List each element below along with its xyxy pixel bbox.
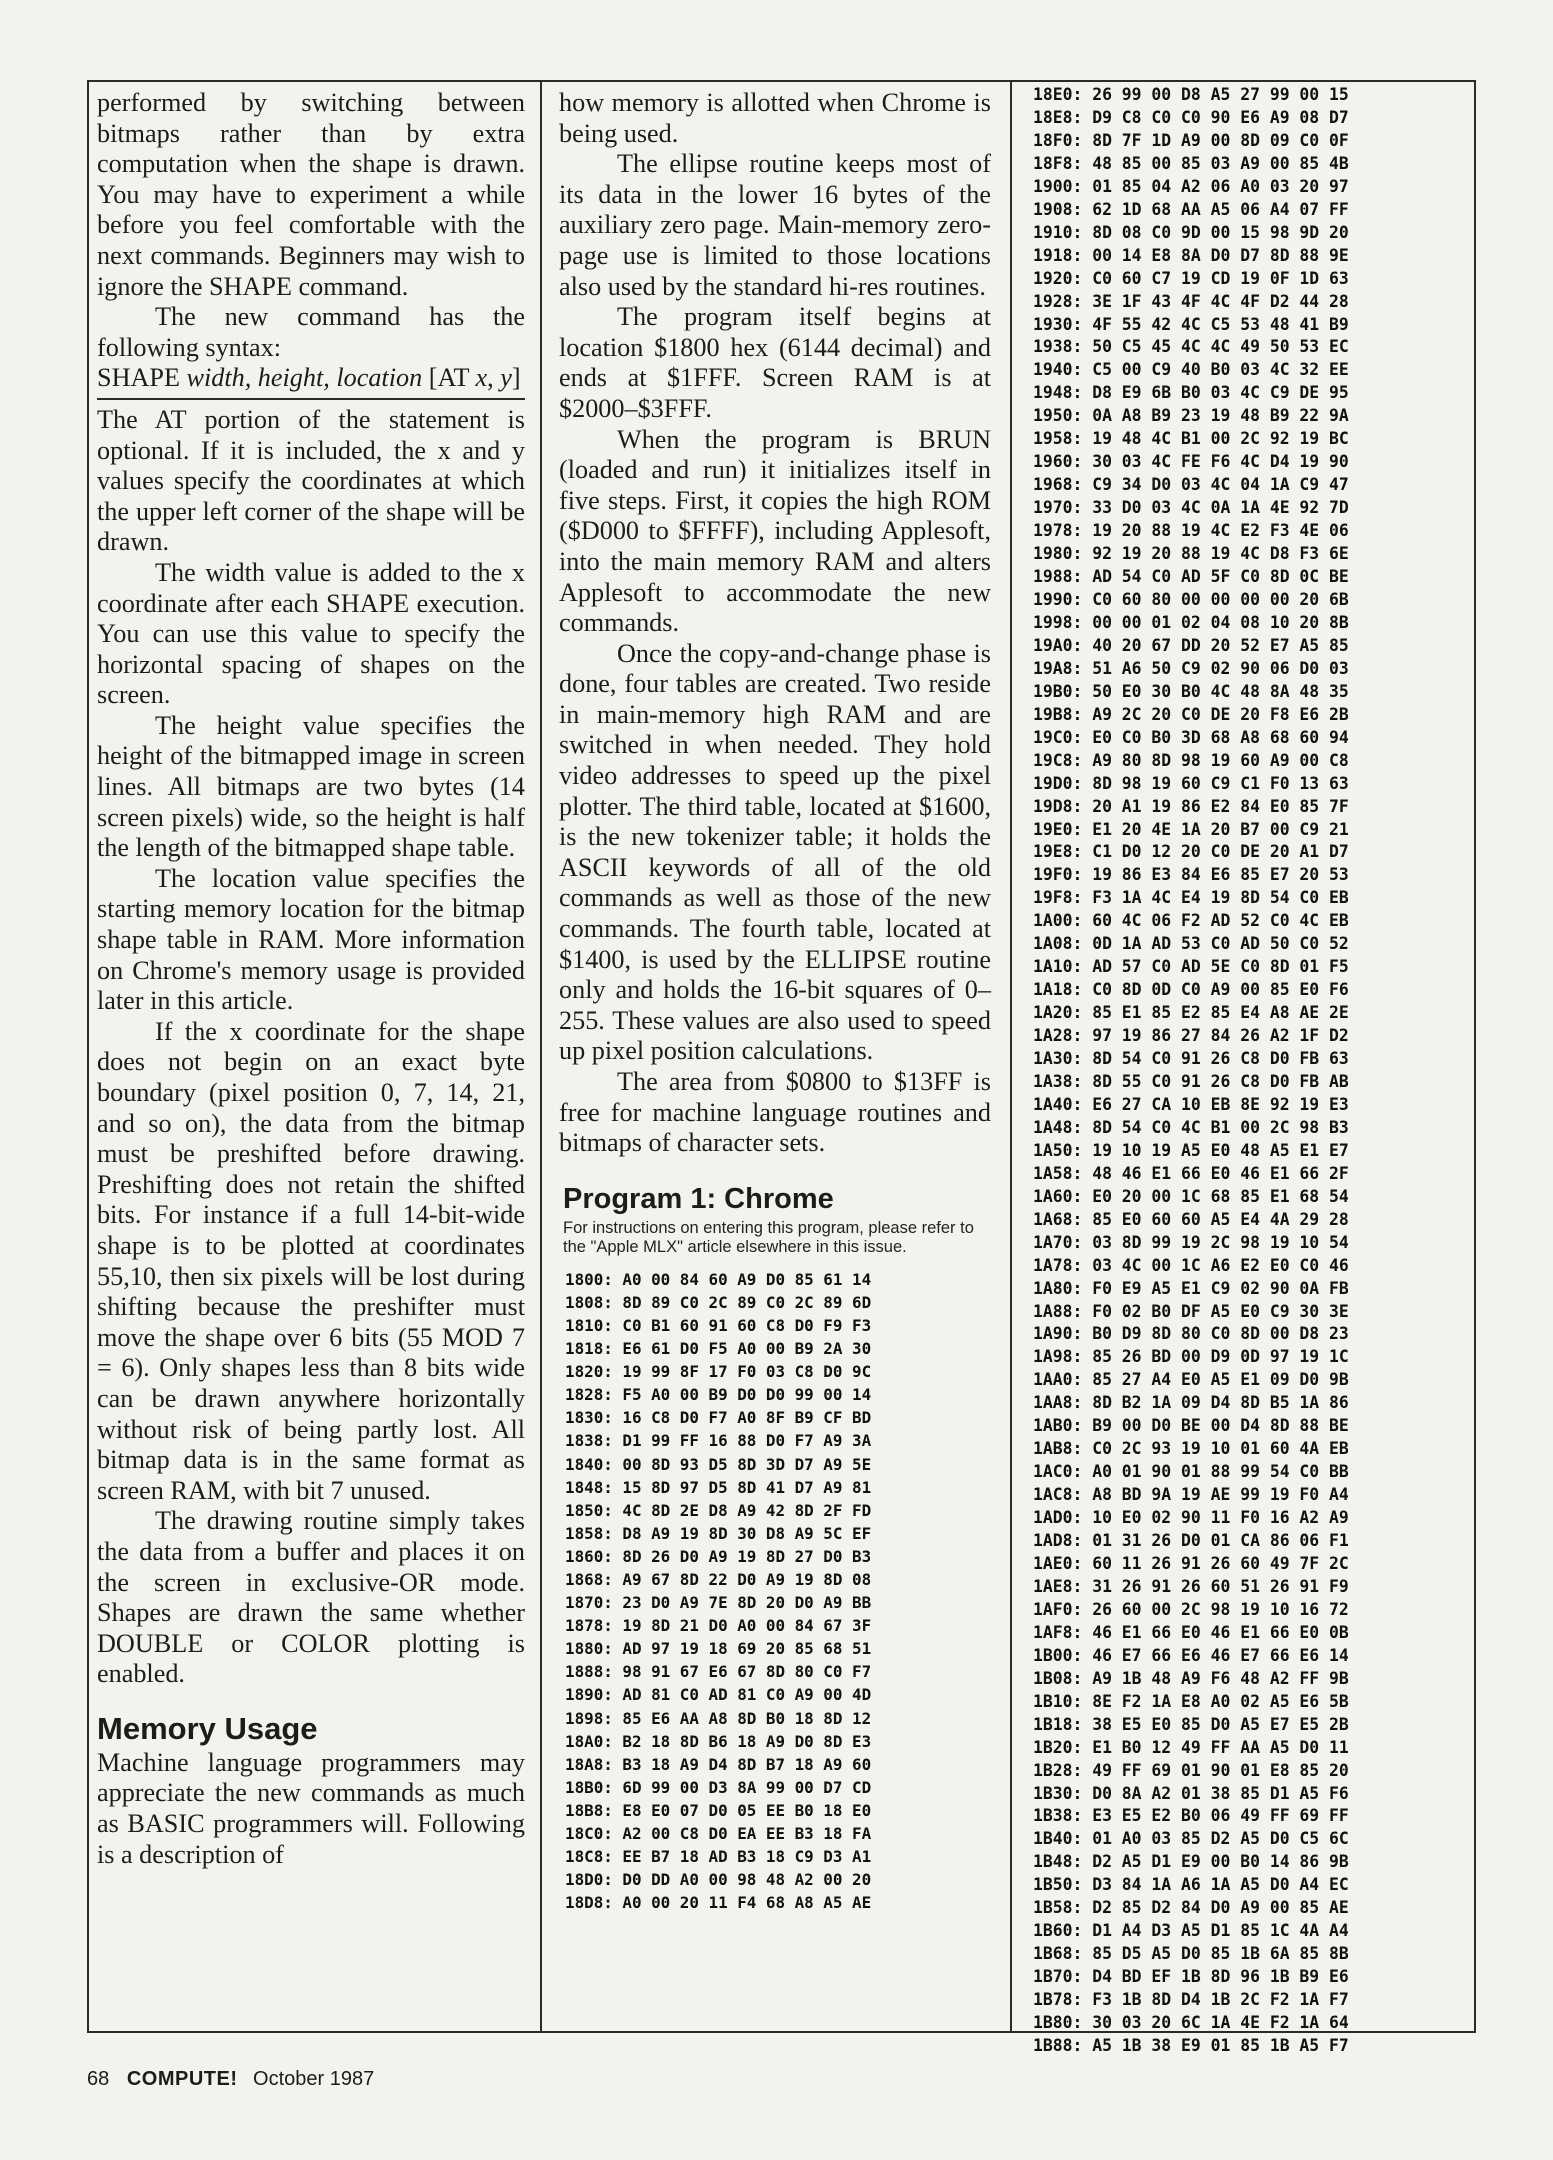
listing-line: 19A0: 40 20 67 DD 20 52 E7 A5 85 <box>1033 635 1349 655</box>
listing-line: 19E0: E1 20 4E 1A 20 B7 00 C9 21 <box>1033 819 1349 839</box>
listing-line: 1948: D8 E9 6B B0 03 4C C9 DE 95 <box>1033 383 1349 403</box>
listing-line: 1800: A0 00 84 60 A9 D0 85 61 14 <box>565 1269 872 1289</box>
listing-line: 19F0: 19 86 E3 84 E6 85 E7 20 53 <box>1033 865 1349 885</box>
listing-line: 1B00: 46 E7 66 E6 46 E7 66 E6 14 <box>1033 1645 1349 1665</box>
paragraph: how memory is allotted when Chrome is being used. <box>559 88 991 148</box>
listing-line: 19D8: 20 A1 19 86 E2 84 E0 85 7F <box>1033 796 1349 816</box>
paragraph: The AT portion of the statement is optional. If it is included, the x and y values specify the coordinates at which the upper left corner of the shape will be drawn. <box>97 404 525 557</box>
listing-line: 1B20: E1 B0 12 49 FF AA A5 D0 11 <box>1033 1737 1349 1757</box>
listing-line: 18A0: B2 18 8D B6 18 A9 D0 8D E3 <box>565 1731 872 1751</box>
listing-line: 18B8: E8 E0 07 D0 05 EE B0 18 E0 <box>565 1800 872 1820</box>
listing-line: 19B0: 50 E0 30 B0 4C 48 8A 48 35 <box>1033 681 1349 701</box>
listing-line: 1988: AD 54 C0 AD 5F C0 8D 0C BE <box>1033 567 1349 587</box>
listing-line: 1938: 50 C5 45 4C 4C 49 50 53 EC <box>1033 337 1349 357</box>
listing-line: 19A8: 51 A6 50 C9 02 90 06 D0 03 <box>1033 658 1349 678</box>
paragraph: When the program is BRUN (loaded and run) it initializes itself in five steps. First, it copies the high ROM ($D000 to $FFFF), including Applesoft, into the main memory RAM and alters Applesoft to accommodate the new commands. <box>559 424 991 638</box>
listing-line: 1A98: 85 26 BD 00 D9 0D 97 19 1C <box>1033 1347 1349 1367</box>
listing-line: 1B18: 38 E5 E0 85 D0 A5 E7 E5 2B <box>1033 1714 1349 1734</box>
program-listing <box>565 1268 991 1915</box>
listing-line: 1A90: B0 D9 8D 80 C0 8D 00 D8 23 <box>1033 1324 1349 1344</box>
listing-line: 18D8: A0 00 20 11 F4 68 A8 A5 AE <box>565 1893 872 1913</box>
program-note: For instructions on entering this program, please refer to the "Apple MLX" article elsewhere in this issue. <box>563 1218 974 1257</box>
listing-line: 1A88: F0 02 B0 DF A5 E0 C9 30 3E <box>1033 1301 1349 1321</box>
listing-line: 1980: 92 19 20 88 19 4C D8 F3 6E <box>1033 544 1349 564</box>
paragraph: The program itself begins at location $1800 hex (6144 decimal) and ends at $1FFF. Screen RAM is at $2000–$3FFF. <box>559 302 991 423</box>
listing-line: 1B48: D2 A5 D1 E9 00 B0 14 86 9B <box>1033 1852 1349 1872</box>
column-divider-2 <box>1010 80 1012 2033</box>
paragraph: The new command has the following syntax: <box>97 302 525 362</box>
listing-line: 1968: C9 34 D0 03 4C 04 1A C9 47 <box>1033 475 1349 495</box>
listing-line: 1B38: E3 E5 E2 B0 06 49 FF 69 FF <box>1033 1806 1349 1826</box>
listing-line: 1998: 00 00 01 02 04 08 10 20 8B <box>1033 612 1349 632</box>
listing-line: 1970: 33 D0 03 4C 0A 1A 4E 92 7D <box>1033 498 1349 518</box>
listing-line: 1B28: 49 FF 69 01 90 01 E8 85 20 <box>1033 1760 1349 1780</box>
listing-line: 19E8: C1 D0 12 20 C0 DE 20 A1 D7 <box>1033 842 1349 862</box>
listing-line: 1A48: 8D 54 C0 4C B1 00 2C 98 B3 <box>1033 1117 1349 1137</box>
listing-line: 1848: 15 8D 97 D5 8D 41 D7 A9 81 <box>565 1477 872 1497</box>
listing-line: 1920: C0 60 C7 19 CD 19 0F 1D 63 <box>1033 268 1349 288</box>
listing-line: 1B08: A9 1B 48 A9 F6 48 A2 FF 9B <box>1033 1668 1349 1688</box>
paragraph: The height value specifies the height of the bitmapped image in screen lines. All bitmaps are two bytes (14 screen pixels) wide, so the height is half the length of the bitmapped shape table. <box>97 710 525 863</box>
listing-line: 1900: 01 85 04 A2 06 A0 03 20 97 <box>1033 176 1349 196</box>
divider <box>97 398 525 400</box>
listing-line: 1840: 00 8D 93 D5 8D 3D D7 A9 5E <box>565 1454 872 1474</box>
listing-line: 1908: 62 1D 68 AA A5 06 A4 07 FF <box>1033 199 1349 219</box>
listing-line: 1818: E6 61 D0 F5 A0 00 B9 2A 30 <box>565 1339 872 1359</box>
listing-line: 1B30: D0 8A A2 01 38 85 D1 A5 F6 <box>1033 1783 1349 1803</box>
listing-line: 19C8: A9 80 8D 98 19 60 A9 00 C8 <box>1033 750 1349 770</box>
listing-line: 1B50: D3 84 1A A6 1A A5 D0 A4 EC <box>1033 1875 1349 1895</box>
listing-line: 1A70: 03 8D 99 19 2C 98 19 10 54 <box>1033 1232 1349 1252</box>
listing-line: 18B0: 6D 99 00 D3 8A 99 00 D7 CD <box>565 1777 872 1797</box>
paragraph: Once the copy-and-change phase is done, four tables are created. Two reside in main-memory high RAM and are switched in when needed. They hold video addresses to speed up the pixel plotter. The third table, located at $1600, is the new tokenizer table; it holds the ASCII keywords of all of the old commands as well as those of the new commands. The fourth table, located at $1400, is used by the ELLIPSE routine only and holds the 16-bit squares of 0–255. These values are also used to speed up pixel position calculations. <box>559 638 991 1066</box>
listing-line: 1870: 23 D0 A9 7E 8D 20 D0 A9 BB <box>565 1593 872 1613</box>
magazine-name: COMPUTE! <box>126 2068 238 2090</box>
listing-line: 19D0: 8D 98 19 60 C9 C1 F0 13 63 <box>1033 773 1349 793</box>
listing-line: 1A40: E6 27 CA 10 EB 8E 92 19 E3 <box>1033 1094 1349 1114</box>
listing-line: 1978: 19 20 88 19 4C E2 F3 4E 06 <box>1033 521 1349 541</box>
listing-line: 18C0: A2 00 C8 D0 EA EE B3 18 FA <box>565 1824 872 1844</box>
listing-line: 1990: C0 60 80 00 00 00 00 20 6B <box>1033 589 1349 609</box>
listing-line: 1B60: D1 A4 D3 A5 D1 85 1C 4A A4 <box>1033 1921 1349 1941</box>
listing-line: 1B68: 85 D5 A5 D0 85 1B 6A 85 8B <box>1033 1944 1349 1964</box>
listing-line: 1AF0: 26 60 00 2C 98 19 10 16 72 <box>1033 1599 1349 1619</box>
listing-line: 1A20: 85 E1 85 E2 85 E4 A8 AE 2E <box>1033 1003 1349 1023</box>
listing-line: 1898: 85 E6 AA A8 8D B0 18 8D 12 <box>565 1708 872 1728</box>
column-divider-1 <box>540 80 542 2033</box>
listing-line: 18E8: D9 C8 C0 C0 90 E6 A9 08 D7 <box>1033 107 1349 127</box>
section-heading: Memory Usage <box>97 1710 318 1746</box>
listing-line: 1858: D8 A9 19 8D 30 D8 A9 5C EF <box>565 1523 872 1543</box>
listing-line: 1A08: 0D 1A AD 53 C0 AD 50 C0 52 <box>1033 934 1349 954</box>
listing-line: 1AC8: A8 BD 9A 19 AE 99 19 F0 A4 <box>1033 1485 1349 1505</box>
listing-line: 1A80: F0 E9 A5 E1 C9 02 90 0A FB <box>1033 1278 1349 1298</box>
listing-line: 1880: AD 97 19 18 69 20 85 68 51 <box>565 1639 872 1659</box>
paragraph: Machine language programmers may appreciate the new commands as much as BASIC programmers will. Following is a description of <box>97 1747 525 1869</box>
listing-line: 1828: F5 A0 00 B9 D0 D0 99 00 14 <box>565 1385 872 1405</box>
listing-line: 1810: C0 B1 60 91 60 C8 D0 F9 F3 <box>565 1315 872 1335</box>
listing-line: 1B78: F3 1B 8D D4 1B 2C F2 1A F7 <box>1033 1990 1349 2010</box>
program-title: Program 1: Chrome <box>563 1182 834 1215</box>
listing-line: 19C0: E0 C0 B0 3D 68 A8 68 60 94 <box>1033 727 1349 747</box>
listing-line: 1A50: 19 10 19 A5 E0 48 A5 E1 E7 <box>1033 1140 1349 1160</box>
listing-line: 1AE8: 31 26 91 26 60 51 26 91 F9 <box>1033 1576 1349 1596</box>
listing-line: 1A58: 48 46 E1 66 E0 46 E1 66 2F <box>1033 1163 1349 1183</box>
listing-line: 1B10: 8E F2 1A E8 A0 02 A5 E6 5B <box>1033 1691 1349 1711</box>
page-number: 68 <box>87 2068 110 2090</box>
syntax-line: SHAPE width, height, location [AT x, y] <box>97 363 521 393</box>
listing-line: 1850: 4C 8D 2E D8 A9 42 8D 2F FD <box>565 1500 872 1520</box>
listing-line: 1A30: 8D 54 C0 91 26 C8 D0 FB 63 <box>1033 1049 1349 1069</box>
paragraph: The width value is added to the x coordinate after each SHAPE execution. You can use this value to specify the horizontal spacing of shapes on the screen. <box>97 557 525 710</box>
listing-line: 1A38: 8D 55 C0 91 26 C8 D0 FB AB <box>1033 1071 1349 1091</box>
listing-line: 1A00: 60 4C 06 F2 AD 52 C0 4C EB <box>1033 911 1349 931</box>
listing-line: 1888: 98 91 67 E6 67 8D 80 C0 F7 <box>565 1662 872 1682</box>
listing-line: 1AE0: 60 11 26 91 26 60 49 7F 2C <box>1033 1554 1349 1573</box>
listing-line: 1960: 30 03 4C FE F6 4C D4 19 90 <box>1033 452 1349 472</box>
column-1 <box>97 88 525 2028</box>
listing-line: 1AD8: 01 31 26 D0 01 CA 86 06 F1 <box>1033 1531 1349 1551</box>
page-footer <box>87 2068 374 2091</box>
listing-line: 1AA8: 8D B2 1A 09 D4 8D B5 1A 86 <box>1033 1393 1349 1413</box>
listing-line: 1B70: D4 BD EF 1B 8D 96 1B B9 E6 <box>1033 1967 1349 1987</box>
issue-date: October 1987 <box>253 2068 375 2090</box>
listing-line: 1A78: 03 4C 00 1C A6 E2 E0 C0 46 <box>1033 1255 1349 1275</box>
listing-line: 1940: C5 00 C9 40 B0 03 4C 32 EE <box>1033 360 1349 380</box>
listing-line: 1910: 8D 08 C0 9D 00 15 98 9D 20 <box>1033 222 1349 242</box>
listing-line: 1928: 3E 1F 43 4F 4C 4F D2 44 28 <box>1033 291 1349 311</box>
listing-line: 18A8: B3 18 A9 D4 8D B7 18 A9 60 <box>565 1754 872 1774</box>
paragraph: The area from $0800 to $13FF is free for machine language routines and bitmaps of character sets. <box>559 1067 991 1158</box>
program-listing <box>1033 84 1470 2058</box>
listing-line: 19F8: F3 1A 4C E4 19 8D 54 C0 EB <box>1033 888 1349 908</box>
listing-line: 1B88: A5 1B 38 E9 01 85 1B A5 F7 <box>1033 2036 1349 2056</box>
listing-line: 1B40: 01 A0 03 85 D2 A5 D0 C5 6C <box>1033 1829 1349 1849</box>
listing-line: 1B80: 30 03 20 6C 1A 4E F2 1A 64 <box>1033 2013 1349 2033</box>
paragraph: The location value specifies the starting memory location for the bitmap shape table in RAM. More information on Chrome's memory usage is provided later in this article. <box>97 863 525 1016</box>
column-2 <box>559 88 991 2028</box>
listing-line: 18F0: 8D 7F 1D A9 00 8D 09 C0 0F <box>1033 130 1349 150</box>
listing-line: 1878: 19 8D 21 D0 A0 00 84 67 3F <box>565 1616 872 1636</box>
listing-line: 1A28: 97 19 86 27 84 26 A2 1F D2 <box>1033 1026 1349 1046</box>
listing-line: 1B58: D2 85 D2 84 D0 A9 00 85 AE <box>1033 1898 1349 1918</box>
listing-line: 1AD0: 10 E0 02 90 11 F0 16 A2 A9 <box>1033 1508 1349 1528</box>
column-3 <box>1029 84 1470 2056</box>
listing-line: 18F8: 48 85 00 85 03 A9 00 85 4B <box>1033 153 1349 173</box>
paragraph: The ellipse routine keeps most of its data in the lower 16 bytes of the auxiliary zero page. Main-memory zero-page use is limited to those locations also used by the standard hi-res routines. <box>559 149 991 301</box>
listing-line: 1838: D1 99 FF 16 88 D0 F7 A9 3A <box>565 1431 872 1451</box>
listing-line: 1AA0: 85 27 A4 E0 A5 E1 09 D0 9B <box>1033 1370 1349 1390</box>
listing-line: 1820: 19 99 8F 17 F0 03 C8 D0 9C <box>565 1362 872 1382</box>
listing-line: 1A60: E0 20 00 1C 68 85 E1 68 54 <box>1033 1186 1349 1206</box>
paragraph: If the x coordinate for the shape does not begin on an exact byte boundary (pixel position 0, 7, 14, 21, and so on), the data from the bitmap must be preshifted before drawing. Preshifting does not retain the shifted bits. For instance if a full 14-bit-wide shape is to be plotted at coordinates 55,10, then six pixels will be lost during shifting because the preshifter must move the shape over 6 bits (55 MOD 7 = 6). Only shapes less than 8 bits wide can be drawn anywhere horizontally without risk of being partly lost. All bitmap data is in the same format as screen RAM, with bit 7 unused. <box>97 1016 525 1505</box>
listing-line: 1808: 8D 89 C0 2C 89 C0 2C 89 6D <box>565 1292 872 1312</box>
listing-line: 18C8: EE B7 18 AD B3 18 C9 D3 A1 <box>565 1847 872 1867</box>
listing-line: 1AC0: A0 01 90 01 88 99 54 C0 BB <box>1033 1462 1349 1482</box>
listing-line: 1AF8: 46 E1 66 E0 46 E1 66 E0 0B <box>1033 1622 1349 1642</box>
listing-line: 1A68: 85 E0 60 60 A5 E4 4A 29 28 <box>1033 1209 1349 1229</box>
listing-line: 1890: AD 81 C0 AD 81 C0 A9 00 4D <box>565 1685 872 1705</box>
listing-line: 18E0: 26 99 00 D8 A5 27 99 00 15 <box>1033 85 1349 104</box>
listing-line: 1950: 0A A8 B9 23 19 48 B9 22 9A <box>1033 406 1349 426</box>
listing-line: 1918: 00 14 E8 8A D0 D7 8D 88 9E <box>1033 245 1349 265</box>
listing-line: 1830: 16 C8 D0 F7 A0 8F B9 CF BD <box>565 1408 872 1428</box>
listing-line: 1930: 4F 55 42 4C C5 53 48 41 B9 <box>1033 314 1349 334</box>
paragraph: The drawing routine simply takes the data from a buffer and places it on the screen in exclusive-OR mode. Shapes are drawn the same whether DOUBLE or COLOR plotting is enabled. <box>97 1506 525 1689</box>
listing-line: 1868: A9 67 8D 22 D0 A9 19 8D 08 <box>565 1570 872 1589</box>
listing-line: 1AB0: B9 00 D0 BE 00 D4 8D 88 BE <box>1033 1416 1349 1436</box>
listing-line: 1958: 19 48 4C B1 00 2C 92 19 BC <box>1033 429 1349 449</box>
listing-line: 18D0: D0 DD A0 00 98 48 A2 00 20 <box>565 1870 872 1890</box>
listing-line: 1A10: AD 57 C0 AD 5E C0 8D 01 F5 <box>1033 957 1349 977</box>
paragraph: performed by switching between bitmaps rather than by extra computation when the shape is drawn. You may have to experiment a while before you feel comfortable with the next commands. Beginners may wish to ignore the SHAPE command. <box>97 88 525 301</box>
listing-line: 1860: 8D 26 D0 A9 19 8D 27 D0 B3 <box>565 1546 872 1566</box>
listing-line: 1AB8: C0 2C 93 19 10 01 60 4A EB <box>1033 1439 1349 1459</box>
listing-line: 1A18: C0 8D 0D C0 A9 00 85 E0 F6 <box>1033 980 1349 1000</box>
listing-line: 19B8: A9 2C 20 C0 DE 20 F8 E6 2B <box>1033 704 1349 724</box>
